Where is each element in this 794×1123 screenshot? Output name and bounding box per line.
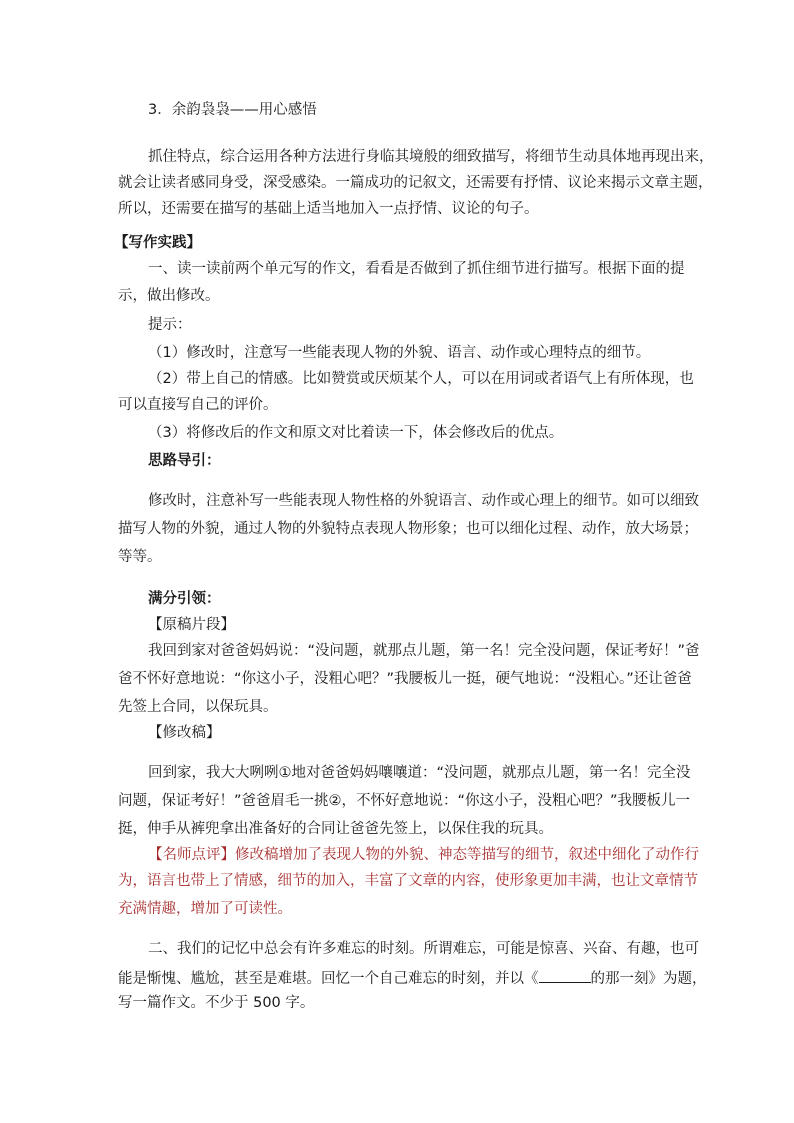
task2-line-2 xyxy=(118,968,707,988)
intro-line-3: 所以，还需要在描写的基础上适当地加入一点抒情、议论的句子。 xyxy=(118,201,539,217)
revised-line-3: 挺，伸手从裤兜拿出准备好的合同让爸爸先签上，以保住我的玩具。 xyxy=(118,821,553,837)
revised-line-2: 问题，保证考好！”爸爸眉毛一挑②，不怀好意地说：“你这小子，没粗心吧？”我腰板儿一 xyxy=(118,793,691,809)
original-line-2: 爸不怀好意地说：“你这小子，没粗心吧？”我腰板儿一挺，硬气地说：“没粗心。”还让爸爸 xyxy=(118,671,692,687)
guide-line-1: 修改时，注意补写一些能表现人物性格的外貌语言、动作或心理上的细节。如可以细致 xyxy=(148,493,699,509)
model-label: 满分引领： xyxy=(148,591,221,607)
revised-label: 【修改稿】 xyxy=(148,725,221,741)
original-line-1: 我回到家对爸爸妈妈说：“没问题，就那点儿题，第一名！完全没问题，保证考好！”爸 xyxy=(148,643,700,659)
task1-line-2: 示，做出修改。 xyxy=(118,288,220,304)
original-label: 【原稿片段】 xyxy=(148,617,235,633)
heading-3: 3．余韵袅袅——用心感悟 xyxy=(148,102,317,118)
task1-line-1: 一、读一读前两个单元写的作文，看看是否做到了抓住细节进行描写。根据下面的提 xyxy=(148,261,685,277)
task2-line-2-after: 的那一刻》为题， xyxy=(590,971,707,987)
comment-line-2: 为，语言也带上了情感，细节的加入，丰富了文章的内容，使形象更加丰满，也让文章情节 xyxy=(118,873,698,889)
guide-label: 思路导引： xyxy=(148,453,221,469)
hint-2-line-1: （2）带上自己的情感。比如赞赏或厌烦某个人，可以在用词或者语气上有所体现，也 xyxy=(148,371,694,387)
original-line-3: 先签上合同，以保玩具。 xyxy=(118,699,278,715)
hint-2-line-2: 可以直接写自己的评价。 xyxy=(118,397,278,413)
task2-line-1: 二、我们的记忆中总会有许多难忘的时刻。所谓难忘，可能是惊喜、兴奋、有趣，也可 xyxy=(148,941,699,957)
hint-3: （3）将修改后的作文和原文对比着读一下，体会修改后的优点。 xyxy=(148,425,564,441)
guide-line-3: 等等。 xyxy=(118,549,162,565)
task2-line-3: 写一篇作文。不少于 500 字。 xyxy=(118,995,315,1011)
intro-line-2: 就会让读者感同身受，深受感染。一篇成功的记叙文，还需要有抒情、议论来揭示文章主题， xyxy=(118,175,713,191)
title-blank xyxy=(539,968,591,983)
section-title: 【写作实践】 xyxy=(114,235,201,251)
comment-line-3: 充满情趣，增加了可读性。 xyxy=(118,901,292,917)
hint-label: 提示： xyxy=(148,317,192,333)
comment-line-1: 【名师点评】修改稿增加了表现人物的外貌、神态等描写的细节，叙述中细化了动作行 xyxy=(148,847,699,863)
task2-line-2-text: 能是惭愧、尴尬，甚至是难堪。回忆一个自己难忘的时刻，并以《 xyxy=(118,971,539,987)
revised-line-1: 回到家，我大大咧咧①地对爸爸妈妈嚷嚷道：“没问题，就那点儿题，第一名！完全没 xyxy=(148,765,691,781)
guide-line-2: 描写人物的外貌，通过人物的外貌特点表现人物形象；也可以细化过程、动作，放大场景； xyxy=(118,521,698,537)
intro-line-1: 抓住特点，综合运用各种方法进行身临其境般的细致描写，将细节生动具体地再现出来， xyxy=(148,149,714,165)
hint-1: （1）修改时，注意写一些能表现人物的外貌、语言、动作或心理特点的细节。 xyxy=(148,345,651,361)
